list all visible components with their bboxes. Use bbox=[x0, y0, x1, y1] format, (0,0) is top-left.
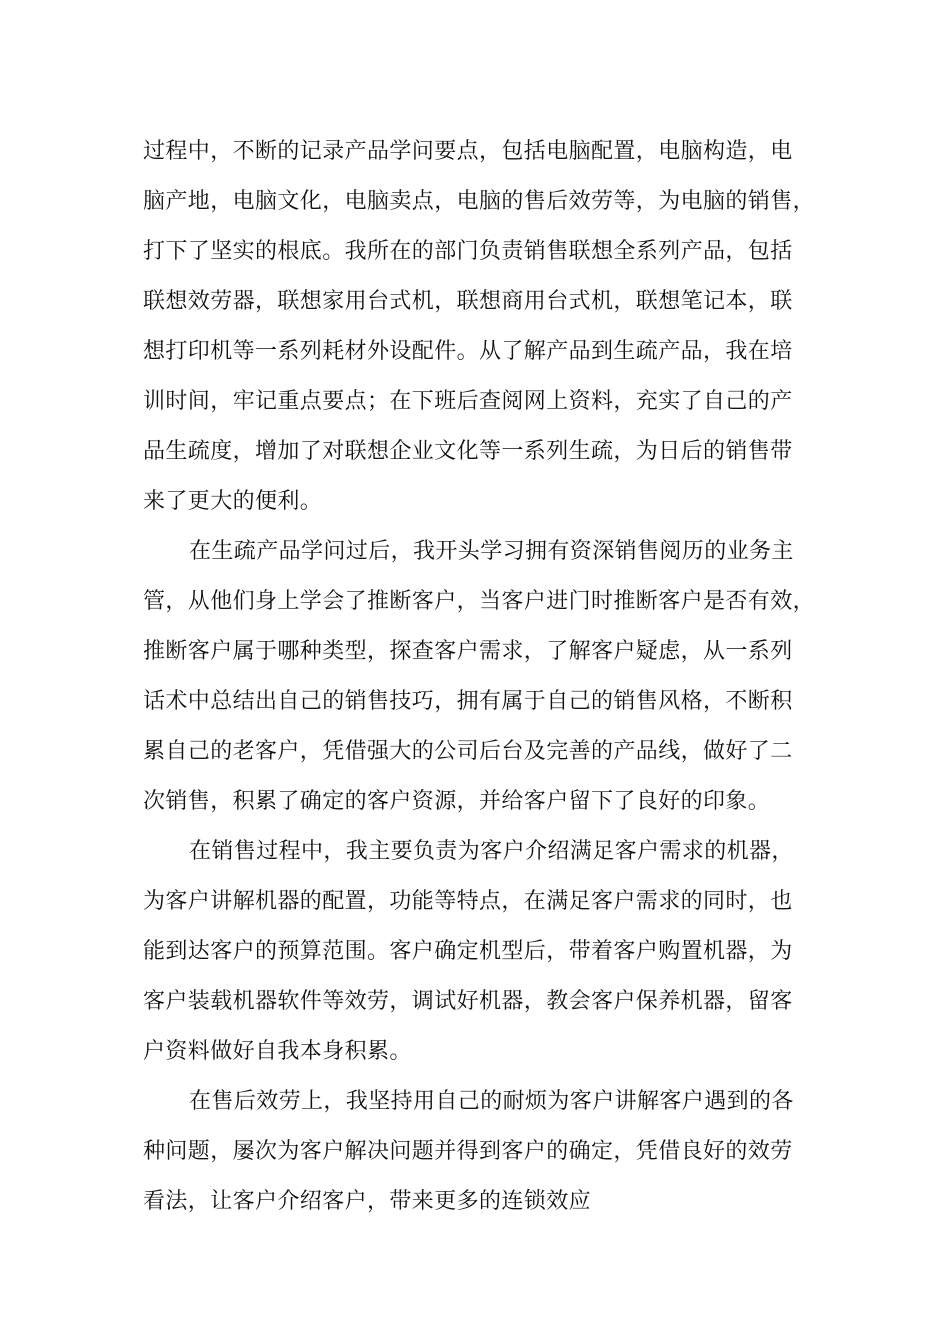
text-line: 次销售，积累了确定的客户资源，并给客户留下了良好的印象。 bbox=[143, 789, 771, 814]
text-line: 推断客户属于哪种类型，探查客户需求，了解客户疑虑，从一系列 bbox=[143, 639, 793, 664]
text-line: 想打印机等一系列耗材外设配件。从了解产品到生疏产品，我在培 bbox=[143, 339, 793, 364]
paragraph-first-line: 在生疏产品学问过后，我开头学习拥有资深销售阅历的业务主 bbox=[189, 539, 794, 564]
text-line: 户资料做好自我本身积累。 bbox=[143, 1039, 412, 1064]
text-line: 种问题，屡次为客户解决问题并得到客户的确定，凭借良好的效劳 bbox=[143, 1139, 793, 1164]
text-line: 累自己的老客户，凭借强大的公司后台及完善的产品线，做好了二 bbox=[143, 739, 793, 764]
text-line: 看法，让客户介绍客户，带来更多的连锁效应 bbox=[143, 1189, 592, 1214]
text-line: 训时间，牢记重点要点；在下班后查阅网上资料，充实了自己的产 bbox=[143, 389, 793, 414]
text-line: 品生疏度，增加了对联想企业文化等一系列生疏，为日后的销售带 bbox=[143, 439, 793, 464]
text-line: 为客户讲解机器的配置，功能等特点，在满足客户需求的同时，也 bbox=[143, 889, 793, 914]
text-line: 脑产地，电脑文化，电脑卖点，电脑的售后效劳等，为电脑的销售， bbox=[143, 189, 816, 214]
text-line: 管，从他们身上学会了推断客户，当客户进门时推断客户是否有效， bbox=[143, 589, 816, 614]
paragraph-first-line: 在销售过程中，我主要负责为客户介绍满足客户需求的机器， bbox=[189, 839, 794, 864]
text-line: 联想效劳器，联想家用台式机，联想商用台式机，联想笔记本，联 bbox=[143, 289, 793, 314]
paragraph-first-line: 在售后效劳上，我坚持用自己的耐烦为客户讲解客户遇到的各 bbox=[189, 1089, 794, 1114]
text-line: 能到达客户的预算范围。客户确定机型后，带着客户购置机器，为 bbox=[143, 939, 793, 964]
text-line: 过程中，不断的记录产品学问要点，包括电脑配置，电脑构造，电 bbox=[143, 139, 793, 164]
text-line: 来了更大的便利。 bbox=[143, 489, 323, 514]
document-body bbox=[143, 127, 816, 1227]
text-line: 客户装载机器软件等效劳，调试好机器，教会客户保养机器，留客 bbox=[143, 989, 793, 1014]
text-line: 打下了坚实的根底。我所在的部门负责销售联想全系列产品，包括 bbox=[143, 239, 793, 264]
text-line: 话术中总结出自己的销售技巧，拥有属于自己的销售风格，不断积 bbox=[143, 689, 793, 714]
